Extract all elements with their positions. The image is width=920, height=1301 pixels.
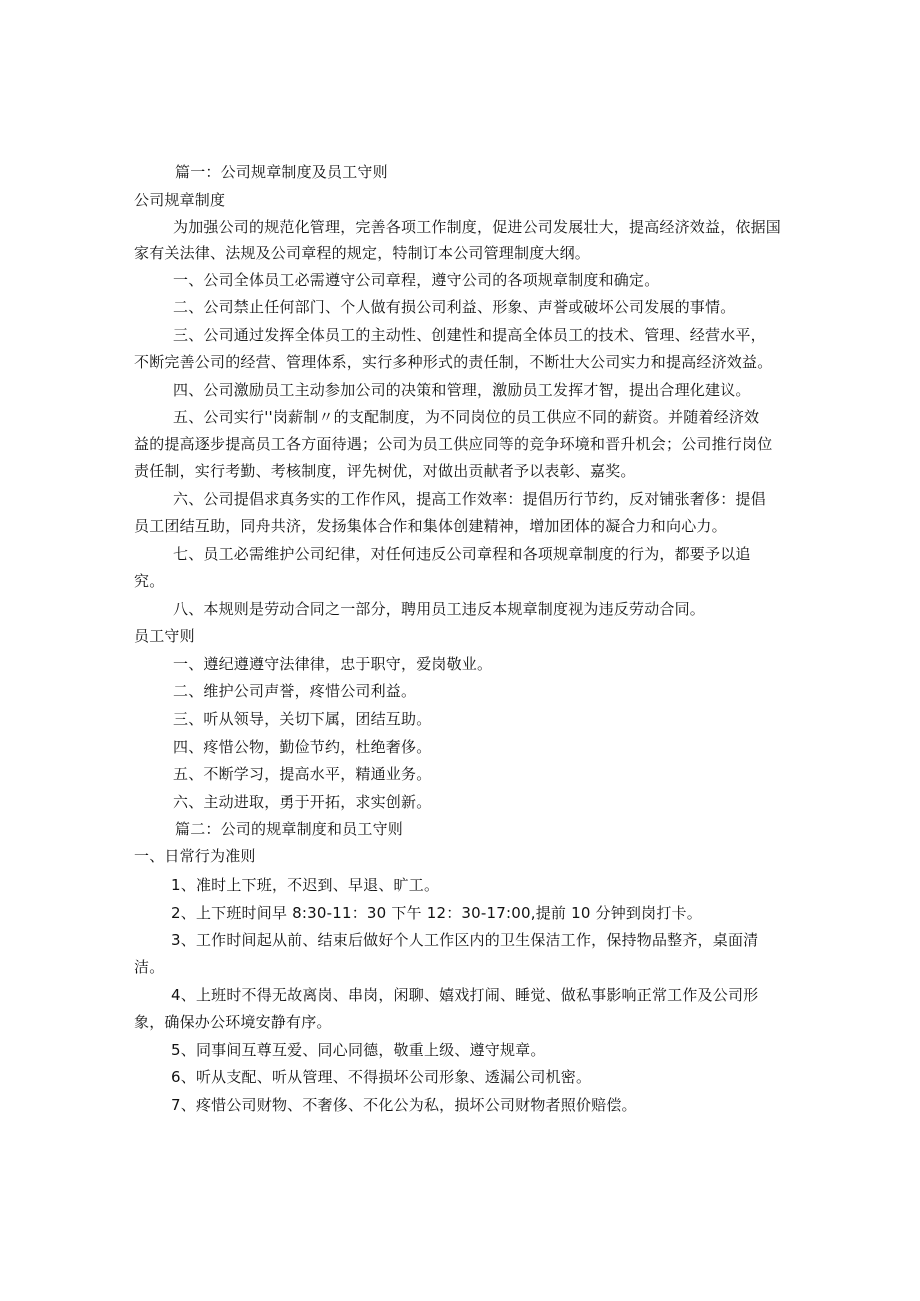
rule-item-7-line-1: 七、员工必需维护公司纪律，对任何违反公司章程和各项规章制度的行为，都要予以追	[173, 545, 751, 563]
conduct-rule-6: 6、听从支配、听从管理、不得损坏公司形象、透漏公司机密。	[171, 1068, 592, 1086]
rule-item-5-line-3: 责任制，实行考勤、考核制度，评先树优，对做出贡献者予以表彰、嘉奖。	[134, 462, 636, 480]
rule-item-6-line-1: 六、公司提倡求真务实的工作作风，提高工作效率：提倡历行节约，反对铺张奢侈：提倡	[173, 490, 766, 508]
daily-conduct-heading: 一、日常行为准则	[134, 847, 256, 865]
conduct-rule-4-line-1: 4、上班时不得无故离岗、串岗，闲聊、嬉戏打闹、睡觉、做私事影响正常工作及公司形	[171, 986, 759, 1004]
conduct-rule-3-line-2: 洁。	[134, 958, 165, 976]
code-item-4: 四、疼惜公物，勤俭节约，杜绝奢侈。	[173, 738, 432, 756]
conduct-rule-5: 5、同事间互尊互爱、同心同德，敬重上级、遵守规章。	[171, 1041, 546, 1059]
rule-item-2: 二、公司禁止任何部门、个人做有损公司利益、形象、声誉或破坏公司发展的事情。	[173, 298, 736, 316]
rules-heading: 公司规章制度	[134, 191, 226, 209]
code-item-1: 一、遵纪遵遵守法律律，忠于职守，爱岗敬业。	[173, 655, 493, 673]
conduct-rule-4-line-2: 象，确保办公环境安静有序。	[134, 1013, 332, 1031]
code-item-2: 二、维护公司声誉，疼惜公司利益。	[173, 682, 417, 700]
code-item-3: 三、听从领导，关切下属，团结互助。	[173, 710, 432, 728]
code-item-5: 五、不断学习，提高水平，精通业务。	[173, 765, 432, 783]
conduct-rule-7: 7、疼惜公司财物、不奢侈、不化公为私，损坏公司财物者照价赔偿。	[171, 1096, 637, 1114]
intro-line-2: 家有关法律、法规及公司章程的规定，特制订本公司管理制度大纲。	[134, 244, 591, 262]
code-heading: 员工守则	[134, 627, 195, 645]
code-item-6: 六、主动进取，勇于开拓，求实创新。	[173, 793, 432, 811]
rule-item-5-line-2: 益的提高逐步提高员工各方面待遇；公司为员工供应同等的竞争环境和晋升机会；公司推行岗位	[134, 435, 773, 453]
rule-item-5-line-1: 五、公司实行''岗薪制〃的支配制度，为不同岗位的员工供应不同的薪资。并随着经济效	[173, 408, 760, 426]
conduct-rule-1: 1、准时上下班，不迟到、早退、旷工。	[171, 876, 440, 894]
rule-item-4: 四、公司激励员工主动参加公司的决策和管理，激励员工发挥才智，提出合理化建议。	[173, 381, 751, 399]
part1-title: 篇一：公司规章制度及员工守则	[175, 163, 388, 181]
rule-item-3-line-1: 三、公司通过发挥全体员工的主动性、创建性和提高全体员工的技术、管理、经营水平，	[173, 326, 766, 344]
rule-item-6-line-2: 员工团结互助，同舟共济，发扬集体合作和集体创建精神，增加团体的凝合力和向心力。	[134, 517, 727, 535]
intro-line-1: 为加强公司的规范化管理，完善各项工作制度，促进公司发展壮大，提高经济效益，依据国	[173, 218, 782, 236]
conduct-rule-3-line-1: 3、工作时间起从前、结束后做好个人工作区内的卫生保洁工作，保持物品整齐，桌面清	[171, 931, 759, 949]
part2-title: 篇二：公司的规章制度和员工守则	[175, 820, 404, 838]
rule-item-7-line-2: 究。	[134, 572, 165, 590]
rule-item-1: 一、公司全体员工必需遵守公司章程，遵守公司的各项规章制度和确定。	[173, 271, 660, 289]
rule-item-3-line-2: 不断完善公司的经营、管理体系，实行多种形式的责任制，不断壮大公司实力和提高经济效益。	[134, 353, 773, 371]
conduct-rule-2: 2、上下班时间早 8:30-11：30 下午 12：30-17:00,提前 10 分钟到岗打卡。	[171, 904, 702, 922]
rule-item-8: 八、本规则是劳动合同之一部分，聘用员工违反本规章制度视为违反劳动合同。	[173, 600, 706, 618]
